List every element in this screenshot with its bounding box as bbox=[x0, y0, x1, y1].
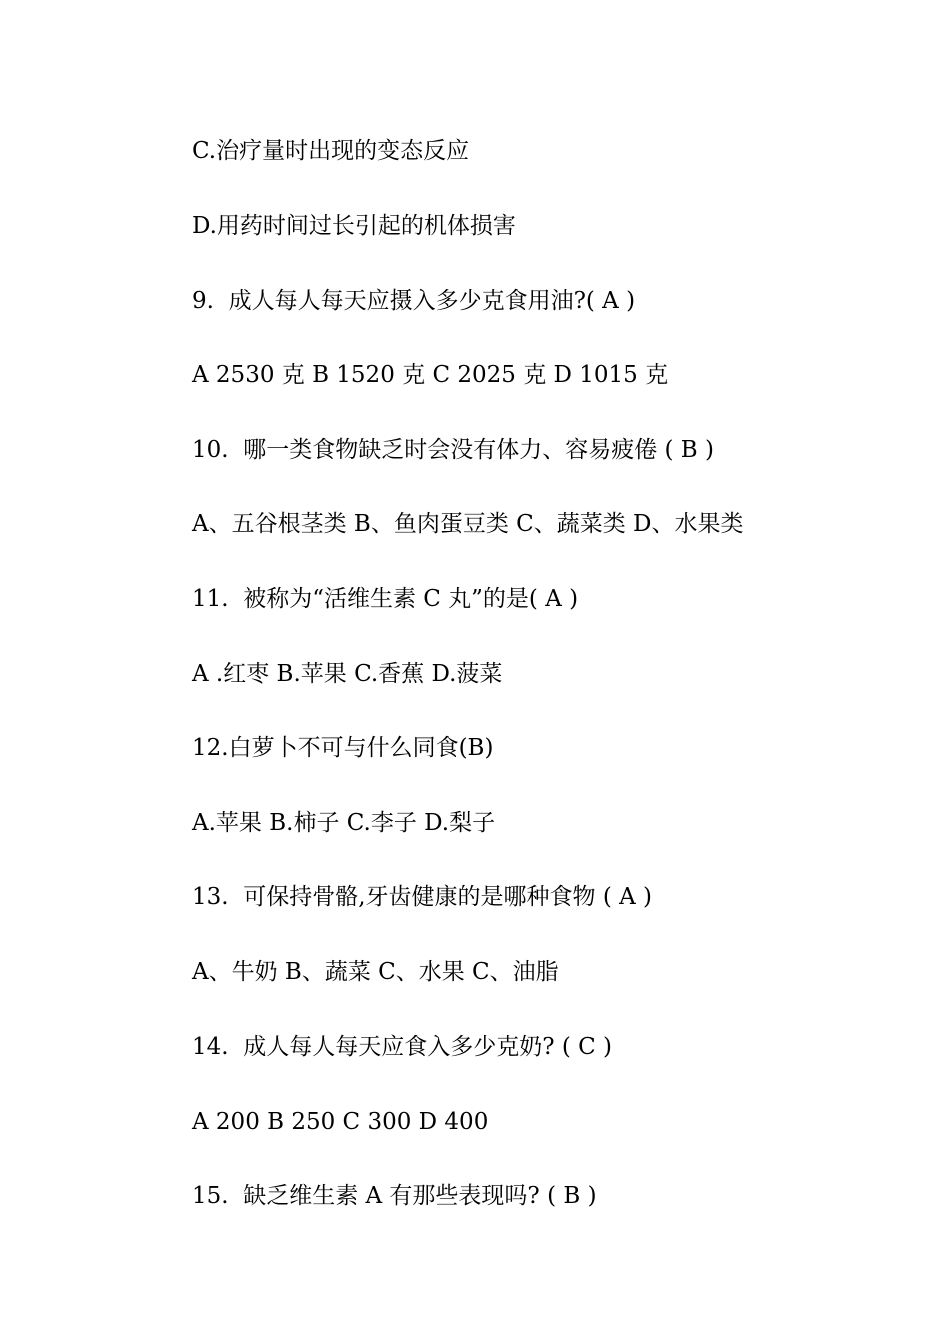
question-14: 14. 成人每人每天应食入多少克奶? ( C ) bbox=[192, 1034, 613, 1060]
question-13-options: A、牛奶 B、蔬菜 C、水果 C、油脂 bbox=[192, 959, 559, 985]
question-13: 13. 可保持骨骼,牙齿健康的是哪种食物 ( A ) bbox=[192, 884, 652, 910]
question-10: 10. 哪一类食物缺乏时会没有体力、容易疲倦 ( B ) bbox=[192, 437, 714, 463]
question-12-options: A.苹果 B.柿子 C.李子 D.梨子 bbox=[192, 810, 496, 836]
option-line-d: D.用药时间过长引起的机体损害 bbox=[192, 213, 516, 239]
option-line-c: C.治疗量时出现的变态反应 bbox=[192, 138, 470, 164]
question-10-options: A、五谷根茎类 B、鱼肉蛋豆类 C、蔬菜类 D、水果类 bbox=[192, 511, 744, 537]
question-11-options: A .红枣 B.苹果 C.香蕉 D.菠菜 bbox=[192, 661, 503, 687]
question-12: 12.白萝卜不可与什么同食(B) bbox=[192, 735, 494, 761]
question-14-options: A 200 B 250 C 300 D 400 bbox=[192, 1109, 489, 1135]
question-9: 9. 成人每人每天应摄入多少克食用油?( A ) bbox=[192, 288, 636, 314]
question-9-options: A 2530 克 B 1520 克 C 2025 克 D 1015 克 bbox=[192, 362, 669, 388]
question-11: 11. 被称为“活维生素 C 丸”的是( A ) bbox=[192, 586, 579, 612]
question-15: 15. 缺乏维生素 A 有那些表现吗? ( B ) bbox=[192, 1183, 597, 1209]
